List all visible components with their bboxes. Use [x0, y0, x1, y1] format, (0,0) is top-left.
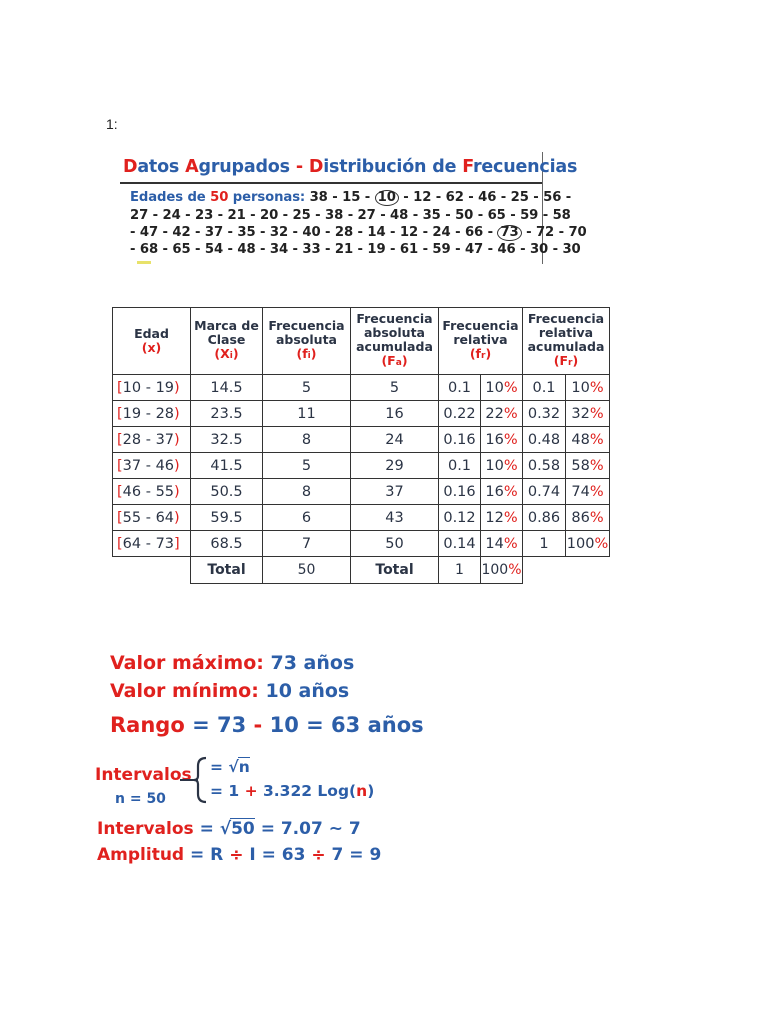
plus-sign: + — [244, 782, 258, 800]
formula-part: 3.322 — [262, 782, 313, 800]
circled-min-value: 10 — [375, 190, 399, 206]
formula-n: n — [356, 782, 368, 800]
cell-Fa: 16 — [351, 401, 439, 427]
cell-marca: 68.5 — [191, 531, 263, 557]
cell-Fr: 0.58 — [523, 453, 566, 479]
title-dash: - — [295, 157, 303, 177]
title-letter: D — [308, 157, 324, 177]
range-result: 63 años — [331, 713, 424, 737]
intervals-label: Intervalos — [95, 765, 192, 785]
divide-sign: ÷ — [229, 845, 244, 865]
cell-fr: 0.16 — [439, 427, 481, 453]
cell-edad: [37 - 46) — [113, 453, 191, 479]
total-fr: 1 — [439, 557, 481, 584]
cell-Fa: 5 — [351, 375, 439, 401]
data-values: - 72 - 70 — [521, 225, 587, 240]
frequency-table — [112, 307, 610, 584]
cell-fr-pct: 22% — [481, 401, 523, 427]
cell-fi: 5 — [263, 375, 351, 401]
cell-marca: 32.5 — [191, 427, 263, 453]
header-fa: Frecuencia absoluta (fi) — [263, 308, 351, 375]
cell-fi: 8 — [263, 427, 351, 453]
cell-fr-pct: 12% — [481, 505, 523, 531]
header-divider — [120, 182, 542, 184]
equals-sign: = — [199, 819, 214, 839]
formula-sturges — [210, 782, 374, 800]
highlight-mark — [137, 261, 151, 264]
cell-Fa: 29 — [351, 453, 439, 479]
cell-fi: 6 — [263, 505, 351, 531]
cell-fi: 7 — [263, 531, 351, 557]
cell-fr: 0.14 — [439, 531, 481, 557]
range-max: 73 — [217, 713, 247, 737]
equals-sign: = — [210, 758, 223, 776]
amplitude-part: 7 = 9 — [331, 845, 382, 865]
header-title — [123, 157, 577, 177]
header-faa: Frecuencia absoluta acumulada (Fa) — [351, 308, 439, 375]
header-marca: Marca de Clase (Xi) — [191, 308, 263, 375]
table-row — [113, 375, 610, 401]
cell-Fr-pct: 10% — [566, 375, 610, 401]
intervals-result: = 7.07 ~ 7 — [260, 819, 361, 839]
radicand: 50 — [231, 819, 255, 839]
data-line-2: 27 - 24 - 23 - 21 - 20 - 25 - 38 - 27 - 48 - 35 - 50 - 65 - 59 - 58 — [130, 208, 571, 223]
cell-fr-pct: 10% — [481, 453, 523, 479]
table-row — [113, 505, 610, 531]
cell-fr: 0.12 — [439, 505, 481, 531]
table-row — [113, 479, 610, 505]
cell-Fr: 0.1 — [523, 375, 566, 401]
intro-suffix: personas: — [228, 190, 310, 205]
cell-Fa: 24 — [351, 427, 439, 453]
header-edad: Edad (x) — [113, 308, 191, 375]
range-line — [110, 713, 424, 737]
intro-n: 50 — [210, 190, 229, 205]
divide-sign: ÷ — [311, 845, 326, 865]
cell-marca: 59.5 — [191, 505, 263, 531]
data-values: - 47 - 42 - 37 - 35 - 32 - 40 - 28 - 14 - 12 - 24 - 66 - — [130, 225, 498, 240]
total-label: Total — [191, 557, 263, 584]
sqrt-icon: √ — [228, 758, 239, 776]
cell-fi: 8 — [263, 479, 351, 505]
title-word: istribución — [323, 157, 427, 177]
cell-Fr-pct: 74% — [566, 479, 610, 505]
amplitude-line — [97, 845, 381, 865]
data-line-4: - 68 - 65 - 54 - 48 - 34 - 33 - 21 - 19 - 61 - 59 - 47 - 46 - 30 - 30 — [130, 242, 581, 257]
table-total-row — [113, 557, 610, 584]
cell-fr-pct: 10% — [481, 375, 523, 401]
table-row — [113, 531, 610, 557]
sqrt-icon: √ — [219, 819, 232, 839]
data-values: - 12 - 62 - 46 - 25 - 56 - — [398, 190, 572, 205]
radicand: n — [238, 758, 250, 776]
equals-sign: = — [306, 713, 324, 737]
header-fra: Frecuencia relativa acumulada (Fr) — [523, 308, 610, 375]
title-word: atos — [137, 157, 180, 177]
cell-edad: [28 - 37) — [113, 427, 191, 453]
cell-Fr: 1 — [523, 531, 566, 557]
cell-Fa: 37 — [351, 479, 439, 505]
cell-marca: 14.5 — [191, 375, 263, 401]
max-label: Valor máximo: — [110, 652, 264, 674]
intro-prefix: Edades de — [130, 190, 211, 205]
title-letter: D — [123, 157, 138, 177]
intervals-result-line — [97, 818, 361, 839]
cell-Fa: 43 — [351, 505, 439, 531]
min-value-line — [110, 680, 349, 702]
formula-part: ) — [367, 782, 375, 800]
cell-fr: 0.1 — [439, 453, 481, 479]
cell-edad: [19 - 28) — [113, 401, 191, 427]
equals-sign: = — [192, 713, 210, 737]
cell-Fr-pct: 100% — [566, 531, 610, 557]
cell-Fr-pct: 58% — [566, 453, 610, 479]
cell-Fr-pct: 48% — [566, 427, 610, 453]
formula-part: Log( — [317, 782, 357, 800]
cell-Fr-pct: 32% — [566, 401, 610, 427]
intervals-label-2: Intervalos — [97, 819, 194, 839]
amplitude-part: I = 63 — [249, 845, 306, 865]
cell-Fa: 50 — [351, 531, 439, 557]
cell-Fr: 0.86 — [523, 505, 566, 531]
range-min: 10 — [269, 713, 299, 737]
total-fr-pct: 100% — [481, 557, 523, 584]
formula-part: = 1 — [210, 782, 240, 800]
title-word: recuencias — [472, 157, 578, 177]
table-row — [113, 427, 610, 453]
circled-max-value: 73 — [497, 225, 521, 241]
cell-fr-pct: 14% — [481, 531, 523, 557]
cell-fr: 0.1 — [439, 375, 481, 401]
header-fr: Frecuencia relativa (fr) — [439, 308, 523, 375]
cell-fi: 5 — [263, 453, 351, 479]
table-header-row — [113, 308, 610, 375]
cell-Fr-pct: 86% — [566, 505, 610, 531]
total-fi: 50 — [263, 557, 351, 584]
cell-Fr: 0.74 — [523, 479, 566, 505]
data-line-1 — [130, 190, 571, 206]
amplitude-part: = R — [190, 845, 224, 865]
cell-Fr: 0.32 — [523, 401, 566, 427]
table-row — [113, 453, 610, 479]
min-label: Valor mínimo: — [110, 680, 259, 702]
cell-marca: 50.5 — [191, 479, 263, 505]
cell-edad: [46 - 55) — [113, 479, 191, 505]
cell-fr: 0.16 — [439, 479, 481, 505]
minus-sign: - — [253, 713, 263, 737]
max-value: 73 años — [270, 652, 355, 674]
n-label: n = 50 — [115, 791, 166, 807]
cell-fr-pct: 16% — [481, 427, 523, 453]
title-word: grupados — [198, 157, 290, 177]
max-value-line — [110, 652, 354, 674]
cell-marca: 23.5 — [191, 401, 263, 427]
title-letter: A — [185, 157, 199, 177]
cell-edad: [64 - 73] — [113, 531, 191, 557]
cell-marca: 41.5 — [191, 453, 263, 479]
cell-Fr: 0.48 — [523, 427, 566, 453]
page-number: 1: — [106, 116, 118, 132]
cell-fi: 11 — [263, 401, 351, 427]
range-label: Rango — [110, 713, 185, 737]
cell-edad: [10 - 19) — [113, 375, 191, 401]
min-value: 10 años — [265, 680, 350, 702]
cell-edad: [55 - 64) — [113, 505, 191, 531]
cell-fr: 0.22 — [439, 401, 481, 427]
amplitude-label: Amplitud — [97, 845, 185, 865]
cell-fr-pct: 16% — [481, 479, 523, 505]
data-line-3 — [130, 225, 587, 241]
title-letter: F — [462, 157, 473, 177]
formula-sqrt-n — [210, 757, 250, 776]
table-row — [113, 401, 610, 427]
total-label-2: Total — [351, 557, 439, 584]
data-values: 38 - 15 - — [309, 190, 375, 205]
title-word: de — [432, 157, 457, 177]
